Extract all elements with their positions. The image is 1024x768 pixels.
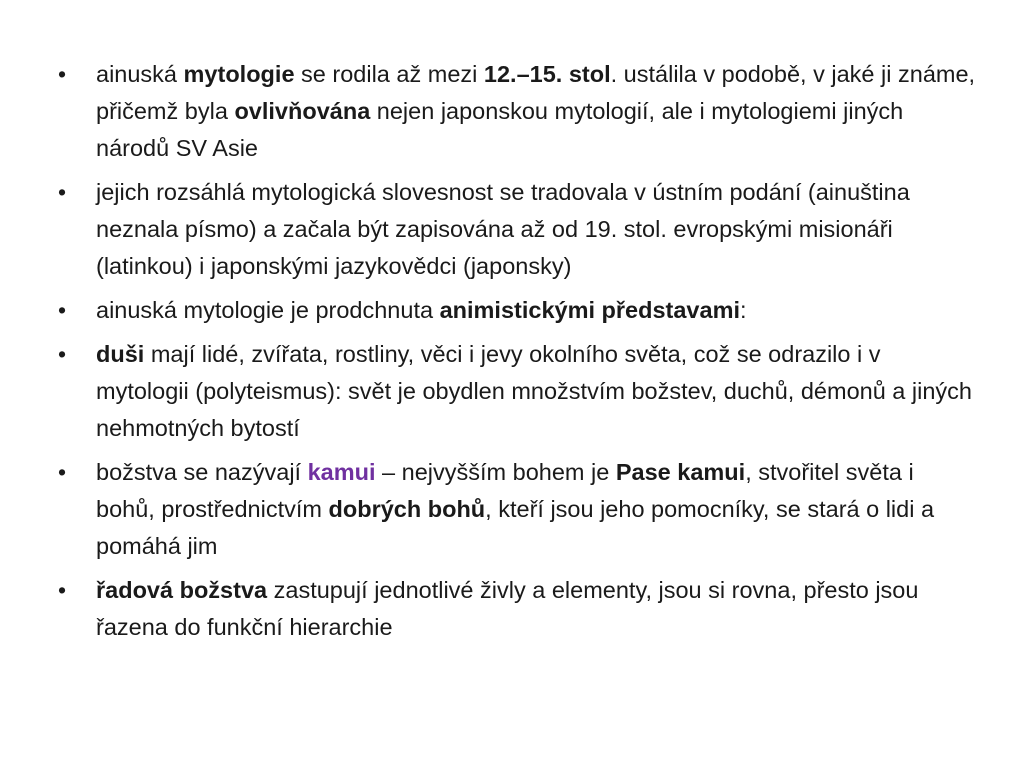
text-segment: se rodila až mezi [294, 61, 484, 87]
bullet-item [56, 292, 976, 329]
text-segment: duši [96, 341, 145, 367]
text-segment: řadová božstva [96, 577, 268, 603]
text-segment: – nejvyšším bohem je [375, 459, 616, 485]
text-segment: , kteří jsou jeho pomocníky, se stará o lidi a pomáhá jim [96, 496, 935, 559]
text-segment: ainuská [96, 61, 184, 87]
text-segment: kamui [307, 459, 376, 485]
text-segment: zastupují jednotlivé živly a elementy, jsou si rovna, přesto jsou řazena do funkční hierarchie [96, 577, 919, 640]
text-segment: Pase kamui [615, 459, 746, 485]
bullet-dot-icon: • [58, 61, 67, 87]
bullet-item [56, 454, 976, 565]
text-segment: nejen japonskou mytologií, ale i mytologiemi jiných národů SV Asie [96, 98, 904, 161]
text-segment: mají lidé, zvířata, rostliny, věci i jevy okolního světa, což se odrazilo i v mytologii (polyteismus): svět je obydlen množstvím božstev, duchů, démonů a jiných nehmotných bytostí [96, 341, 972, 441]
bullet-item [56, 174, 976, 285]
text-segment: : [740, 297, 747, 323]
text-segment: animistickými představami [439, 297, 740, 323]
bullet-dot-icon: • [58, 297, 67, 323]
bullet-dot-icon: • [58, 341, 67, 367]
bullet-list [56, 56, 976, 653]
text-segment: mytologie [183, 61, 295, 87]
text-segment: dobrých bohů [328, 496, 486, 522]
bullet-item [56, 336, 976, 447]
text-segment: božstva se nazývají [96, 459, 308, 485]
bullet-item [56, 56, 976, 167]
text-segment: ovlivňována [234, 98, 371, 124]
text-segment: 12.–15. stol [483, 61, 611, 87]
bullet-dot-icon: • [58, 179, 67, 205]
text-segment: jejich rozsáhlá mytologická slovesnost se tradovala v ústním podání (ainuština neznala písmo) a začala být zapisována až od 19. stol. evropskými misionáři (latinkou) i japonskými jazykovědci (japonsky) [96, 179, 910, 279]
text-segment: ainuská mytologie je prodchnuta [96, 297, 440, 323]
bullet-dot-icon: • [58, 459, 67, 485]
text-segment: , stvořitel světa i bohů, prostřednictvím [96, 459, 914, 522]
text-segment: . ustálila v podobě, v jaké ji známe, přičemž byla [96, 61, 976, 124]
bullet-item [56, 572, 976, 646]
bullet-dot-icon: • [58, 577, 67, 603]
